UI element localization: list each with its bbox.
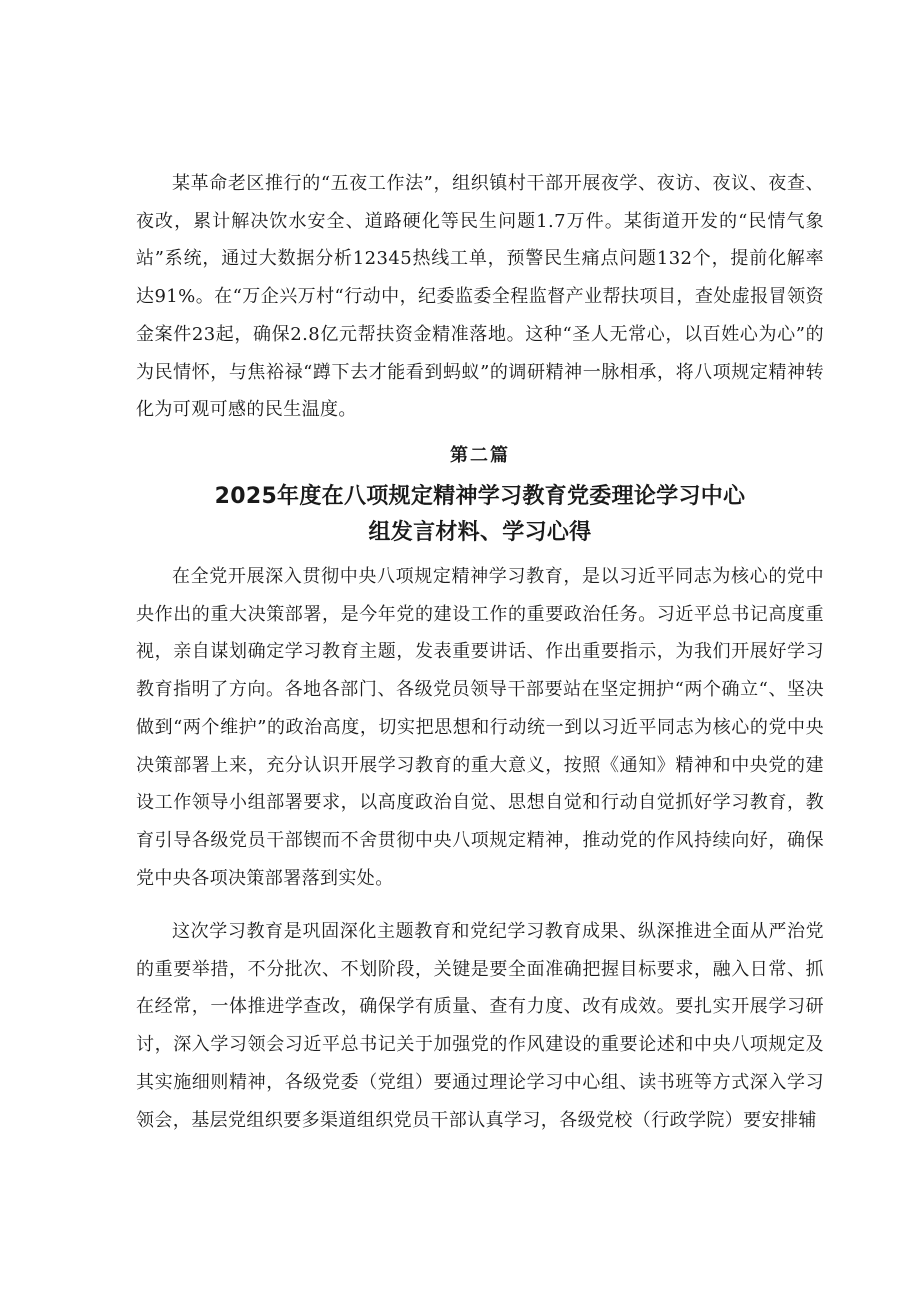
document-title-line-2: 组发言材料、学习心得 (368, 520, 592, 545)
body-paragraph-2: 这次学习教育是巩固深化主题教育和党纪学习教育成果、纵深推进全面从严治党的重要举措，不分批次、不划阶段，关键是要全面准确把握目标要求，融入日常、抓在经常，一体推进学查改，确保学有质量、查有力度、改有成效。要扎实开展学习研讨，深入学习领会习近平总书记关于加强党的作风建设的重要论述和中央八项规定及其实施细则精神，各级党委（党组）要通过理论学习中心组、读书班等方式深入学习领会，基层党组织要多渠道组织党员干部认真学习，各级党校（行政学院）要安排辅 (136, 921, 824, 1131)
body-paragraph-1-block (136, 558, 824, 897)
body-paragraph-1: 在全党开展深入贯彻中央八项规定精神学习教育，是以习近平同志为核心的党中央作出的重大决策部署，是今年党的建设工作的重要政治任务。习近平总书记高度重视，亲自谋划确定学习教育主题，发表重要讲话、作出重要指示，为我们开展好学习教育指明了方向。各地各部门、各级党员领导干部要站在坚定拥护“两个确立“、坚决做到“两个维护”的政治高度，切实把思想和行动统一到以习近平同志为核心的党中央决策部署上来，充分认识开展学习教育的重大意义，按照《通知》精神和中央党的建设工作领导小组部署要求，以高度政治自觉、思想自觉和行动自觉抓好学习教育，教育引导各级党员干部锲而不舍贯彻中央八项规定精神，推动党的作风持续向好，确保党中央各项决策部署落到实处。 (136, 566, 824, 889)
section-heading-block (136, 443, 824, 551)
intro-paragraph-block (136, 165, 824, 429)
section-label: 第二篇 (450, 445, 510, 466)
intro-paragraph: 某革命老区推行的“五夜工作法”，组织镇村干部开展夜学、夜访、夜议、夜查、夜改，累计解决饮水安全、道路硬化等民生问题1.7万件。某街道开发的“民情气象站”系统，通过大数据分析12345热线工单，预警民生痛点问题132个，提前化解率达91%。在“万企兴万村“行动中，纪委监委全程监督产业帮扶项目，查处虚报冒领资金案件23起，确保2.8亿元帮扶资金精准落地。这种“圣人无常心，以百姓心为心”的为民情怀，与焦裕禄“蹲下去才能看到蚂蚁”的调研精神一脉相承，将八项规定精神转化为可观可感的民生温度。 (136, 173, 824, 421)
body-paragraph-2-block (136, 913, 824, 1139)
document-title-line-1: 2025年度在八项规定精神学习教育党委理论学习中心 (214, 484, 746, 509)
